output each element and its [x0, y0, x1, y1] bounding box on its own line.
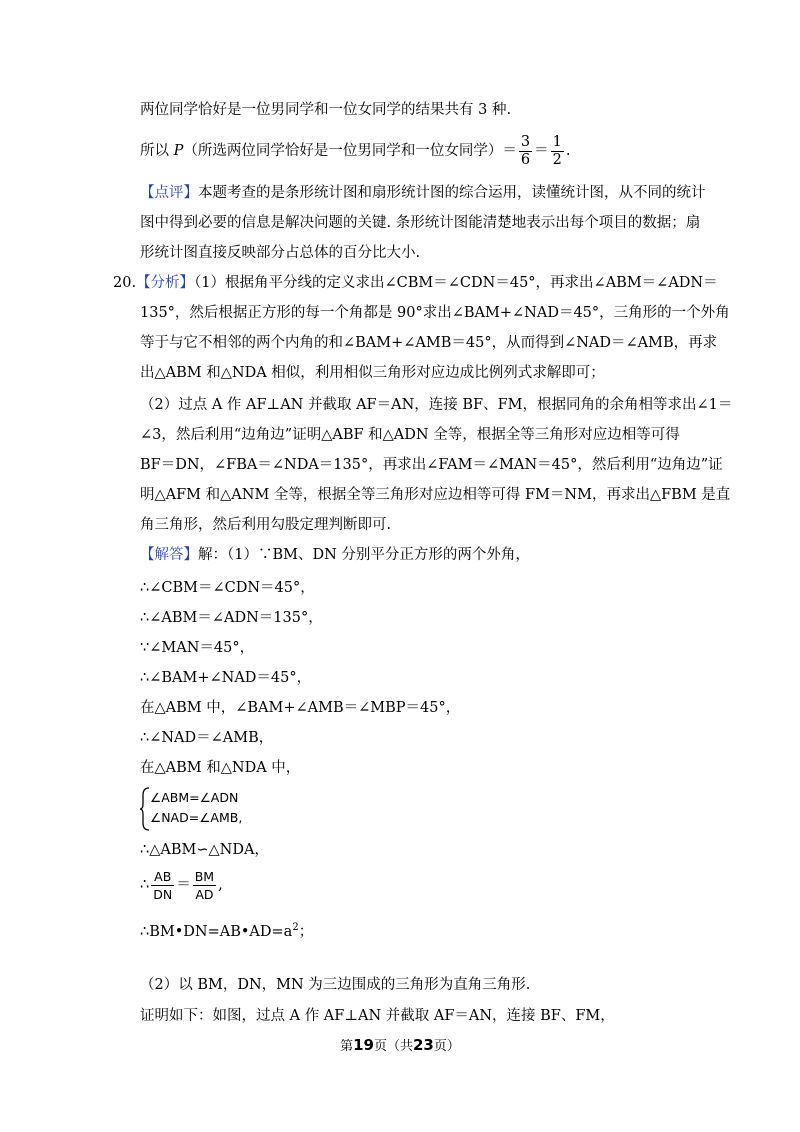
fraction [519, 134, 532, 169]
text-line: ∴∠BAM+∠NAD＝45°， [140, 670, 312, 686]
denominator: 2 [552, 151, 562, 168]
text: （所选两位同学恰好是一位男同学和一位女同学）＝ [183, 143, 517, 159]
text: 本题考查的是条形统计图和扇形统计图的综合运用，读懂统计图，从不同的统计 [198, 185, 706, 201]
text-line: BF＝DN，∠FBA＝∠NDA＝135°，再求出∠FAM＝∠MAN＝45°，然后利用“边角边”证 [140, 457, 723, 473]
denominator: 6 [520, 151, 531, 168]
text-line: 角三角形，然后利用勾股定理判断即可. [140, 517, 392, 533]
answer-tag: 【解答】 [140, 547, 198, 563]
text: P [173, 143, 184, 159]
fraction [551, 134, 564, 169]
footer-text: 第 [340, 1039, 354, 1054]
comment-line [140, 183, 706, 203]
text-line: 在△ABM 中，∠BAM+∠AMB＝∠MBP＝45°， [140, 700, 461, 716]
text-line: 等于与它不相邻的两个内角的和∠BAM+∠AMB＝45°，从而得到∠NAD＝∠AMB，再求 [140, 335, 718, 351]
probability-line [140, 132, 570, 170]
total-pages: 23 [413, 1036, 434, 1054]
text: 所以 [140, 143, 174, 159]
text-line: 证明如下：如图，过点 A 作 AF⊥AN 并截取 AF＝AN，连接 BF、FM， [140, 1008, 615, 1024]
text-line: 形统计图直接反映部分占总体的百分比大小. [140, 245, 421, 261]
comment-tag: 【点评】 [140, 185, 198, 201]
denominator: AD [195, 886, 214, 902]
equation: ∠ABM=∠ADN [150, 790, 239, 805]
text: 解：（1）∵BM、DN 分别平分正方形的两个外角， [198, 547, 530, 563]
text-line: ∵∠MAN＝45°， [140, 640, 255, 656]
text-line: 135°，然后根据正方形的每一个角都是 90°求出∠BAM+∠NAD＝45°，三角形的一个外角 [140, 305, 730, 321]
text-line: ∴∠CBM＝∠CDN＝45°， [140, 580, 315, 596]
text-line: （2）以 BM，DN，MN 为三边围成的三角形为直角三角形. [140, 977, 531, 993]
denominator: DN [153, 886, 173, 902]
equation [150, 808, 242, 828]
text-line: 明△AFM 和△ANM 全等，根据全等三角形对应边相等可得 FM＝NM，再求出△FBM 是直 [140, 487, 731, 503]
text: ∠NAD=∠AMB [150, 810, 239, 825]
analysis-tag: 【分析】 [136, 275, 195, 291]
ratio-line [140, 864, 223, 906]
text: , [218, 877, 223, 893]
text: ； [298, 923, 314, 940]
fraction [151, 868, 174, 903]
text-line: ∴△ABM∽△NDA， [140, 842, 269, 858]
analysis-line [113, 273, 718, 293]
text: ∴ [140, 877, 150, 893]
product-line [140, 918, 313, 942]
page-footer [0, 1035, 800, 1054]
numerator: 1 [552, 133, 562, 150]
text-line: ∴∠NAD＝∠AMB， [140, 730, 274, 746]
text: , [238, 810, 243, 825]
text-line: 出△ABM 和△NDA 相似，利用相似三角形对应边成比例列式求解即可； [140, 365, 605, 381]
numerator: AB [151, 868, 174, 886]
answer-line [140, 545, 530, 565]
text-line: ∠3，然后利用“边角边”证明△ABF 和△ADN 全等，根据全等三角形对应边相等可得 [140, 427, 680, 443]
question-number: 20. [113, 275, 137, 291]
text-line: （2）过点 A 作 AF⊥AN 并截取 AF＝AN，连接 BF、FM，根据同角的余角相等求出∠1＝ [140, 397, 733, 413]
text: ∴BM•DN=AB•AD=a [140, 923, 293, 940]
numerator: 3 [520, 133, 531, 150]
text-line: 图中得到必要的信息是解决问题的关键. 条形统计图能清楚地表示出每个项目的数据；扇 [140, 215, 701, 231]
text: ＝ [176, 877, 191, 893]
text-line: 两位同学恰好是一位男同学和一位女同学的结果共有 3 种. [140, 102, 512, 118]
numerator: BM [194, 868, 215, 884]
footer-text: 页（共 [373, 1039, 413, 1054]
fraction [193, 868, 216, 903]
text: . [565, 143, 571, 159]
text-line: 在△ABM 和△NDA 中， [140, 760, 301, 776]
text: （1）根据角平分线的定义求出∠CBM＝∠CDN＝45°，再求出∠ABM＝∠ADN＝ [194, 275, 718, 291]
current-page: 19 [353, 1036, 374, 1054]
text-line: ∴∠ABM＝∠ADN＝135°， [140, 610, 323, 626]
exponent: 2 [292, 922, 299, 933]
footer-text: 页） [433, 1039, 460, 1054]
text: ＝ [534, 143, 549, 159]
